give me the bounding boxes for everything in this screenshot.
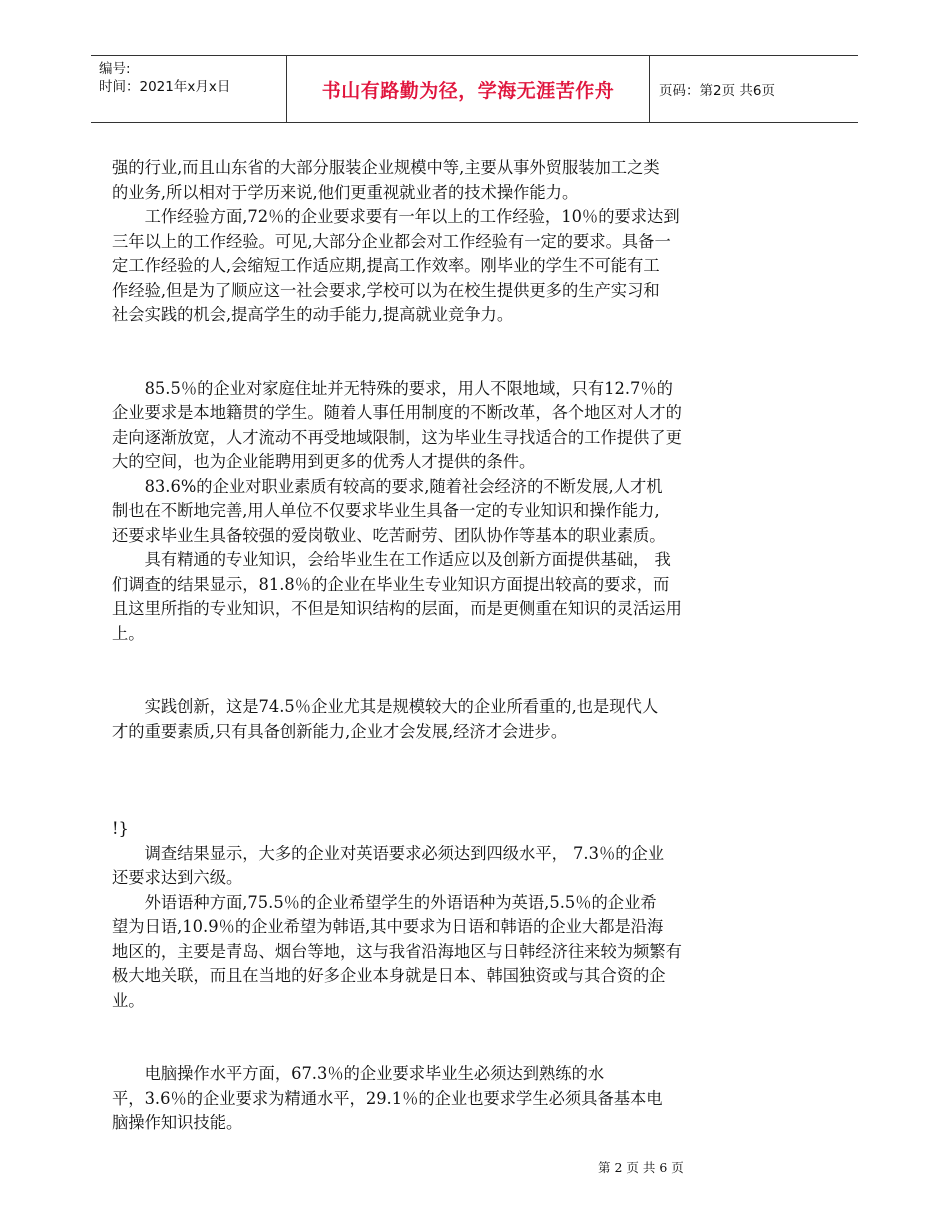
body-line: 调查结果显示，大多的企业对英语要求必须达到四级水平， 7.3％的企业 [112,843,665,863]
body-line: 们调查的结果显示，81.8％的企业在毕业生专业知识方面提出较高的要求，而 [112,574,670,594]
body-line: 极大地关联，而且在当地的好多企业本身就是日本、韩国独资或与其合资的企 [112,966,666,985]
body-line: 具有精通的专业知识，会给毕业生在工作适应以及创新方面提供基础， 我 [112,550,671,569]
paragraph-gap [112,1013,772,1062]
body-line: 脑操作知识技能。 [112,1113,243,1132]
document-date: 时间：2021年x月x日 [99,79,231,95]
page-footer: 第 2 页 共 6 页 [598,1160,684,1175]
body-line: 定工作经验的人,会缩短工作适应期,提高工作效率。刚毕业的学生不可能有工 [112,256,660,275]
body-line: 作经验,但是为了顺应这一社会要求,学校可以为在校生提供更多的生产实习和 [112,280,660,300]
body-line: 平，3.6％的企业要求为精通水平，29.1％的企业也要求学生必须具备基本电 [112,1088,663,1108]
body-line: 85.5％的企业对家庭住址并无特殊的要求，用人不限地域，只有12.7％的 [112,378,673,398]
body-line: 三年以上的工作经验。可见,大部分企业都会对工作经验有一定的要求。具备一 [112,231,671,251]
body-line: 的业务,所以相对于学历来说,他们更重视就业者的技术操作能力。 [112,182,579,202]
body-line: 企业要求是本地籍贯的学生。随着人事任用制度的不断改革，各个地区对人才的 [112,403,682,422]
body-line: 还要求毕业生具备较强的爱岗敬业、吃苦耐劳、团队协作等基本的职业素质。 [112,525,666,545]
paragraph-gap [112,646,772,695]
header-divider-right [649,56,650,122]
body-line: 且这里所指的专业知识，不但是知识结构的层面，而是更侧重在知识的灵活运用 [112,599,682,618]
paragraph-gap [112,744,772,817]
body-line: 大的空间，也为企业能聘用到更多的优秀人才提供的条件。 [112,452,536,471]
body-line: 83.6%的企业对职业素质有较高的要求,随着社会经济的不断发展,人才机 [112,476,663,496]
document-body [112,156,772,1136]
body-line: 上。 [112,623,145,643]
page-header [91,55,858,123]
body-line: 外语语种方面,75.5％的企业希望学生的外语语种为英语,5.5％的企业希 [112,892,657,912]
body-line: 强的行业,而且山东省的大部分服装企业规模中等,主要从事外贸服装加工之类 [112,158,660,177]
body-line: 走向逐渐放宽，人才流动不再受地域限制，这为毕业生寻找适合的工作提供了更 [112,427,682,447]
body-line: 才的重要素质,只有具备创新能力,企业才会发展,经济才会进步。 [112,721,568,741]
paragraph-gap [112,328,772,377]
body-line: 社会实践的机会,提高学生的动手能力,提高就业竞争力。 [112,305,514,324]
body-line: 地区的，主要是青岛、烟台等地，这与我省沿海地区与日韩经济往来较为频繁有 [112,941,682,961]
body-line: 还要求达到六级。 [112,868,243,887]
header-page-info: 页码：第2页 共6页 [659,83,775,99]
body-line: 实践创新，这是74.5％企业尤其是规模较大的企业所看重的,也是现代人 [112,697,659,716]
body-line: 工作经验方面,72％的企业要求要有一年以上的工作经验，10％的要求达到 [112,207,680,226]
body-line: 业。 [112,990,145,1010]
header-motto: 书山有路勤为径，学海无涯苦作舟 [321,80,615,102]
body-line: 制也在不断地完善,用人单位不仅要求毕业生具备一定的专业知识和操作能力, [112,501,660,520]
body-line: 电脑操作水平方面，67.3％的企业要求毕业生必须达到熟练的水 [112,1064,605,1083]
header-meta [99,60,289,96]
document-number-label: 编号: [99,61,131,77]
body-line: !} [112,819,129,838]
body-line: 望为日语,10.9％的企业希望为韩语,其中要求为日语和韩语的企业大都是沿海 [112,917,664,936]
